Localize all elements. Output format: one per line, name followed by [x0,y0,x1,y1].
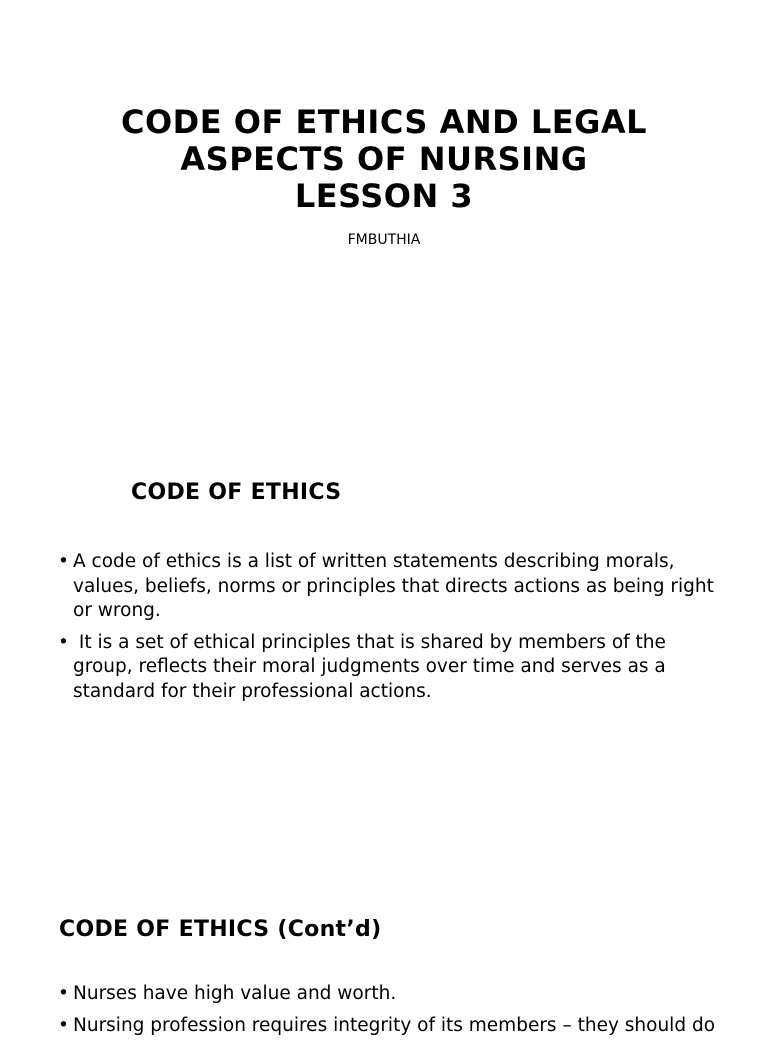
title-line: ASPECTS OF NURSING [180,140,588,178]
bullet-text: Nursing profession requires integrity of its members – they should do [73,1014,716,1036]
slide-code-of-ethics [0,288,768,720]
bullet-list [58,982,718,1045]
bullet-text: Nurses have high value and worth. [73,983,397,1004]
bullet-icon: • [58,551,69,572]
list-item [58,1014,718,1039]
slide-code-of-ethics-contd [0,720,768,1036]
bullet-list [58,550,718,711]
presentation-author: FMBUTHIA [347,232,421,248]
presentation-title [0,104,768,215]
slide-heading: CODE OF ETHICS [131,480,342,505]
list-item [58,550,718,624]
bullet-icon: • [58,1014,69,1036]
bullet-icon: • [58,631,69,653]
list-item [58,982,718,1007]
bullet-icon: • [58,983,69,1004]
title-line: LESSON 3 [294,177,474,215]
list-item [58,631,718,705]
slide-heading: CODE OF ETHICS (Cont’d) [59,917,382,942]
title-line: CODE OF ETHICS AND LEGAL [120,103,647,141]
slide-title [0,0,768,288]
bullet-text: It is a set of ethical principles that is shared by members of the group, reflects their moral judgments over time and serves as a standard for their professional actions. [73,631,672,702]
bullet-text: A code of ethics is a list of written statements describing morals, values, beliefs, norms or principles that directs actions as being right or wrong. [73,551,714,621]
